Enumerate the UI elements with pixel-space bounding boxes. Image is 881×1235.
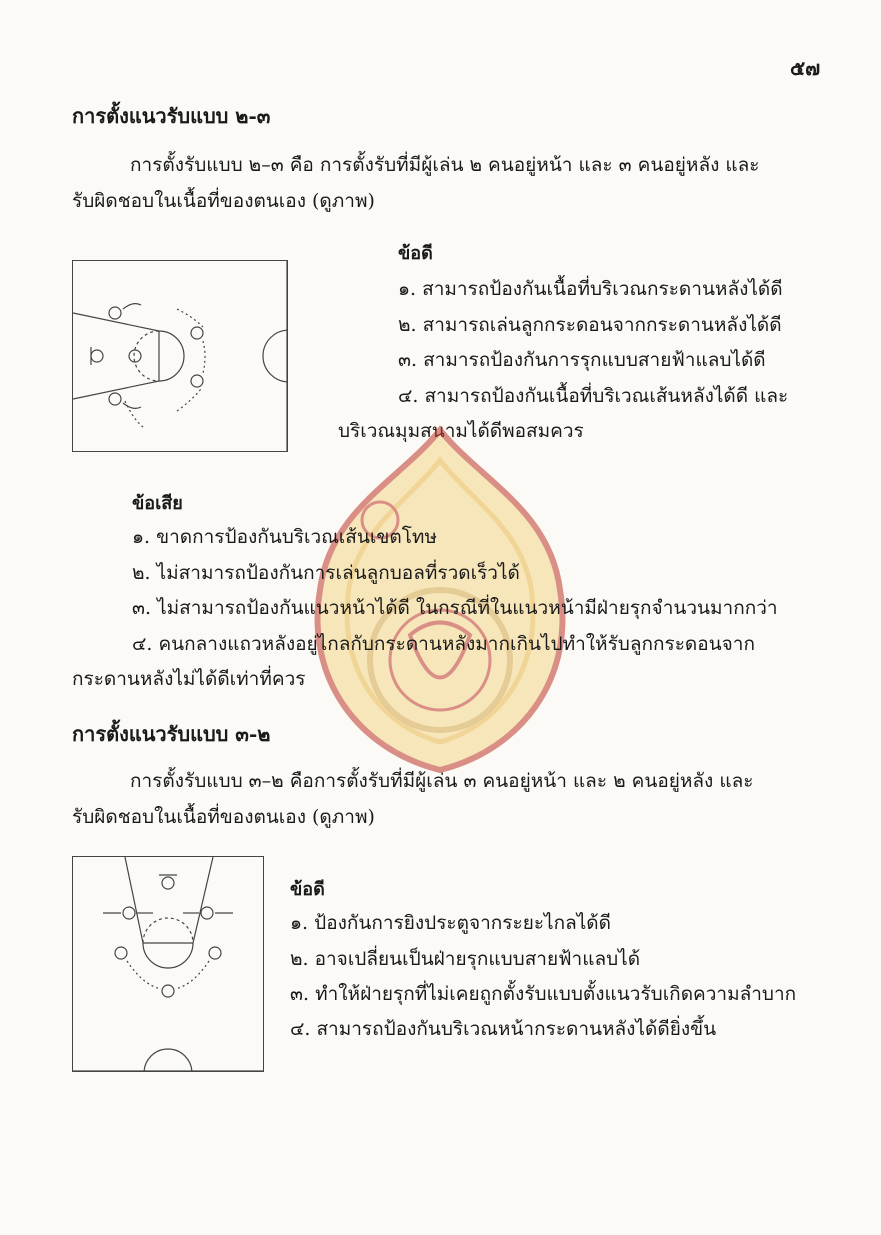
section2-advantage-1: ๑. ป้องกันการยิงประตูจากระยะไกลได้ดี [290,912,611,934]
section1-disadvantage-4-cont: กระดานหลังไม่ได้ดีเท่าที่ควร [72,668,306,690]
section2-intro-line2: รับผิดชอบในเนื้อที่ของตนเอง (ดูภาพ) [72,806,375,828]
section1-advantage-4: ๔. สามารถป้องกันเนื้อที่บริเวณเส้นหลังได้ดี และ [398,385,789,407]
zone-3-2-court-diagram [72,856,264,1072]
section2-advantage-4: ๔. สามารถป้องกันบริเวณหน้ากระดานหลังได้ดียิ่งขึ้น [290,1018,717,1040]
section2-advantage-2: ๒. อาจเปลี่ยนเป็นฝ่ายรุกแบบสายฟ้าแลบได้ [290,948,641,970]
section2-heading: การตั้งแนวรับแบบ ๓-๒ [72,722,271,746]
zone-2-3-court-diagram [72,260,288,452]
section1-advantage-3: ๓. สามารถป้องกันการรุกแบบสายฟ้าแลบได้ดี [398,349,766,371]
zone-3-2-court-drawing [73,857,263,1071]
section2-advantages-title: ข้อดี [290,879,325,900]
page-number: ๕๗ [790,56,821,80]
section1-intro-line2: รับผิดชอบในเนื้อที่ของตนเอง (ดูภาพ) [72,190,375,212]
section1-heading: การตั้งแนวรับแบบ ๒-๓ [72,104,271,128]
section1-advantages-title: ข้อดี [398,243,433,264]
section1-disadvantage-1: ๑. ขาดการป้องกันบริเวณเส้นเขตโทษ [132,526,437,548]
zone-2-3-court-drawing [73,261,287,451]
section2-advantage-3: ๓. ทำให้ฝ่ายรุกที่ไม่เคยถูกตั้งรับแบบตั้งแนวรับเกิดความลำบาก [290,983,797,1005]
section1-disadvantage-2: ๒. ไม่สามารถป้องกันการเล่นลูกบอลที่รวดเร็วได้ [132,562,520,584]
section1-advantage-1: ๑. สามารถป้องกันเนื้อที่บริเวณกระดานหลังได้ดี [398,278,783,300]
section1-advantage-2: ๒. สามารถเล่นลูกกระดอนจากกระดานหลังได้ดี [398,314,782,336]
section1-disadvantage-4: ๔. คนกลางแถวหลังอยู่ไกลกับกระดานหลังมากเกินไปทำให้รับลูกกระดอนจาก [132,633,755,655]
section1-intro-line1: การตั้งรับแบบ ๒–๓ คือ การตั้งรับที่มีผู้เล่น ๒ คนอยู่หน้า และ ๓ คนอยู่หลัง และ [130,154,760,176]
section2-intro-line1: การตั้งรับแบบ ๓–๒ คือการตั้งรับที่มีผู้เล่น ๓ คนอยู่หน้า และ ๒ คนอยู่หลัง และ [130,770,754,792]
section1-disadvantages-title: ข้อเสีย [132,493,183,514]
section1-disadvantage-3: ๓. ไม่สามารถป้องกันแนวหน้าได้ดี ในกรณีที่ในแนวหน้ามีฝ่ายรุกจำนวนมากกว่า [132,597,778,619]
section1-advantage-4-cont: บริเวณมุมสนามได้ดีพอสมควร [338,420,584,442]
